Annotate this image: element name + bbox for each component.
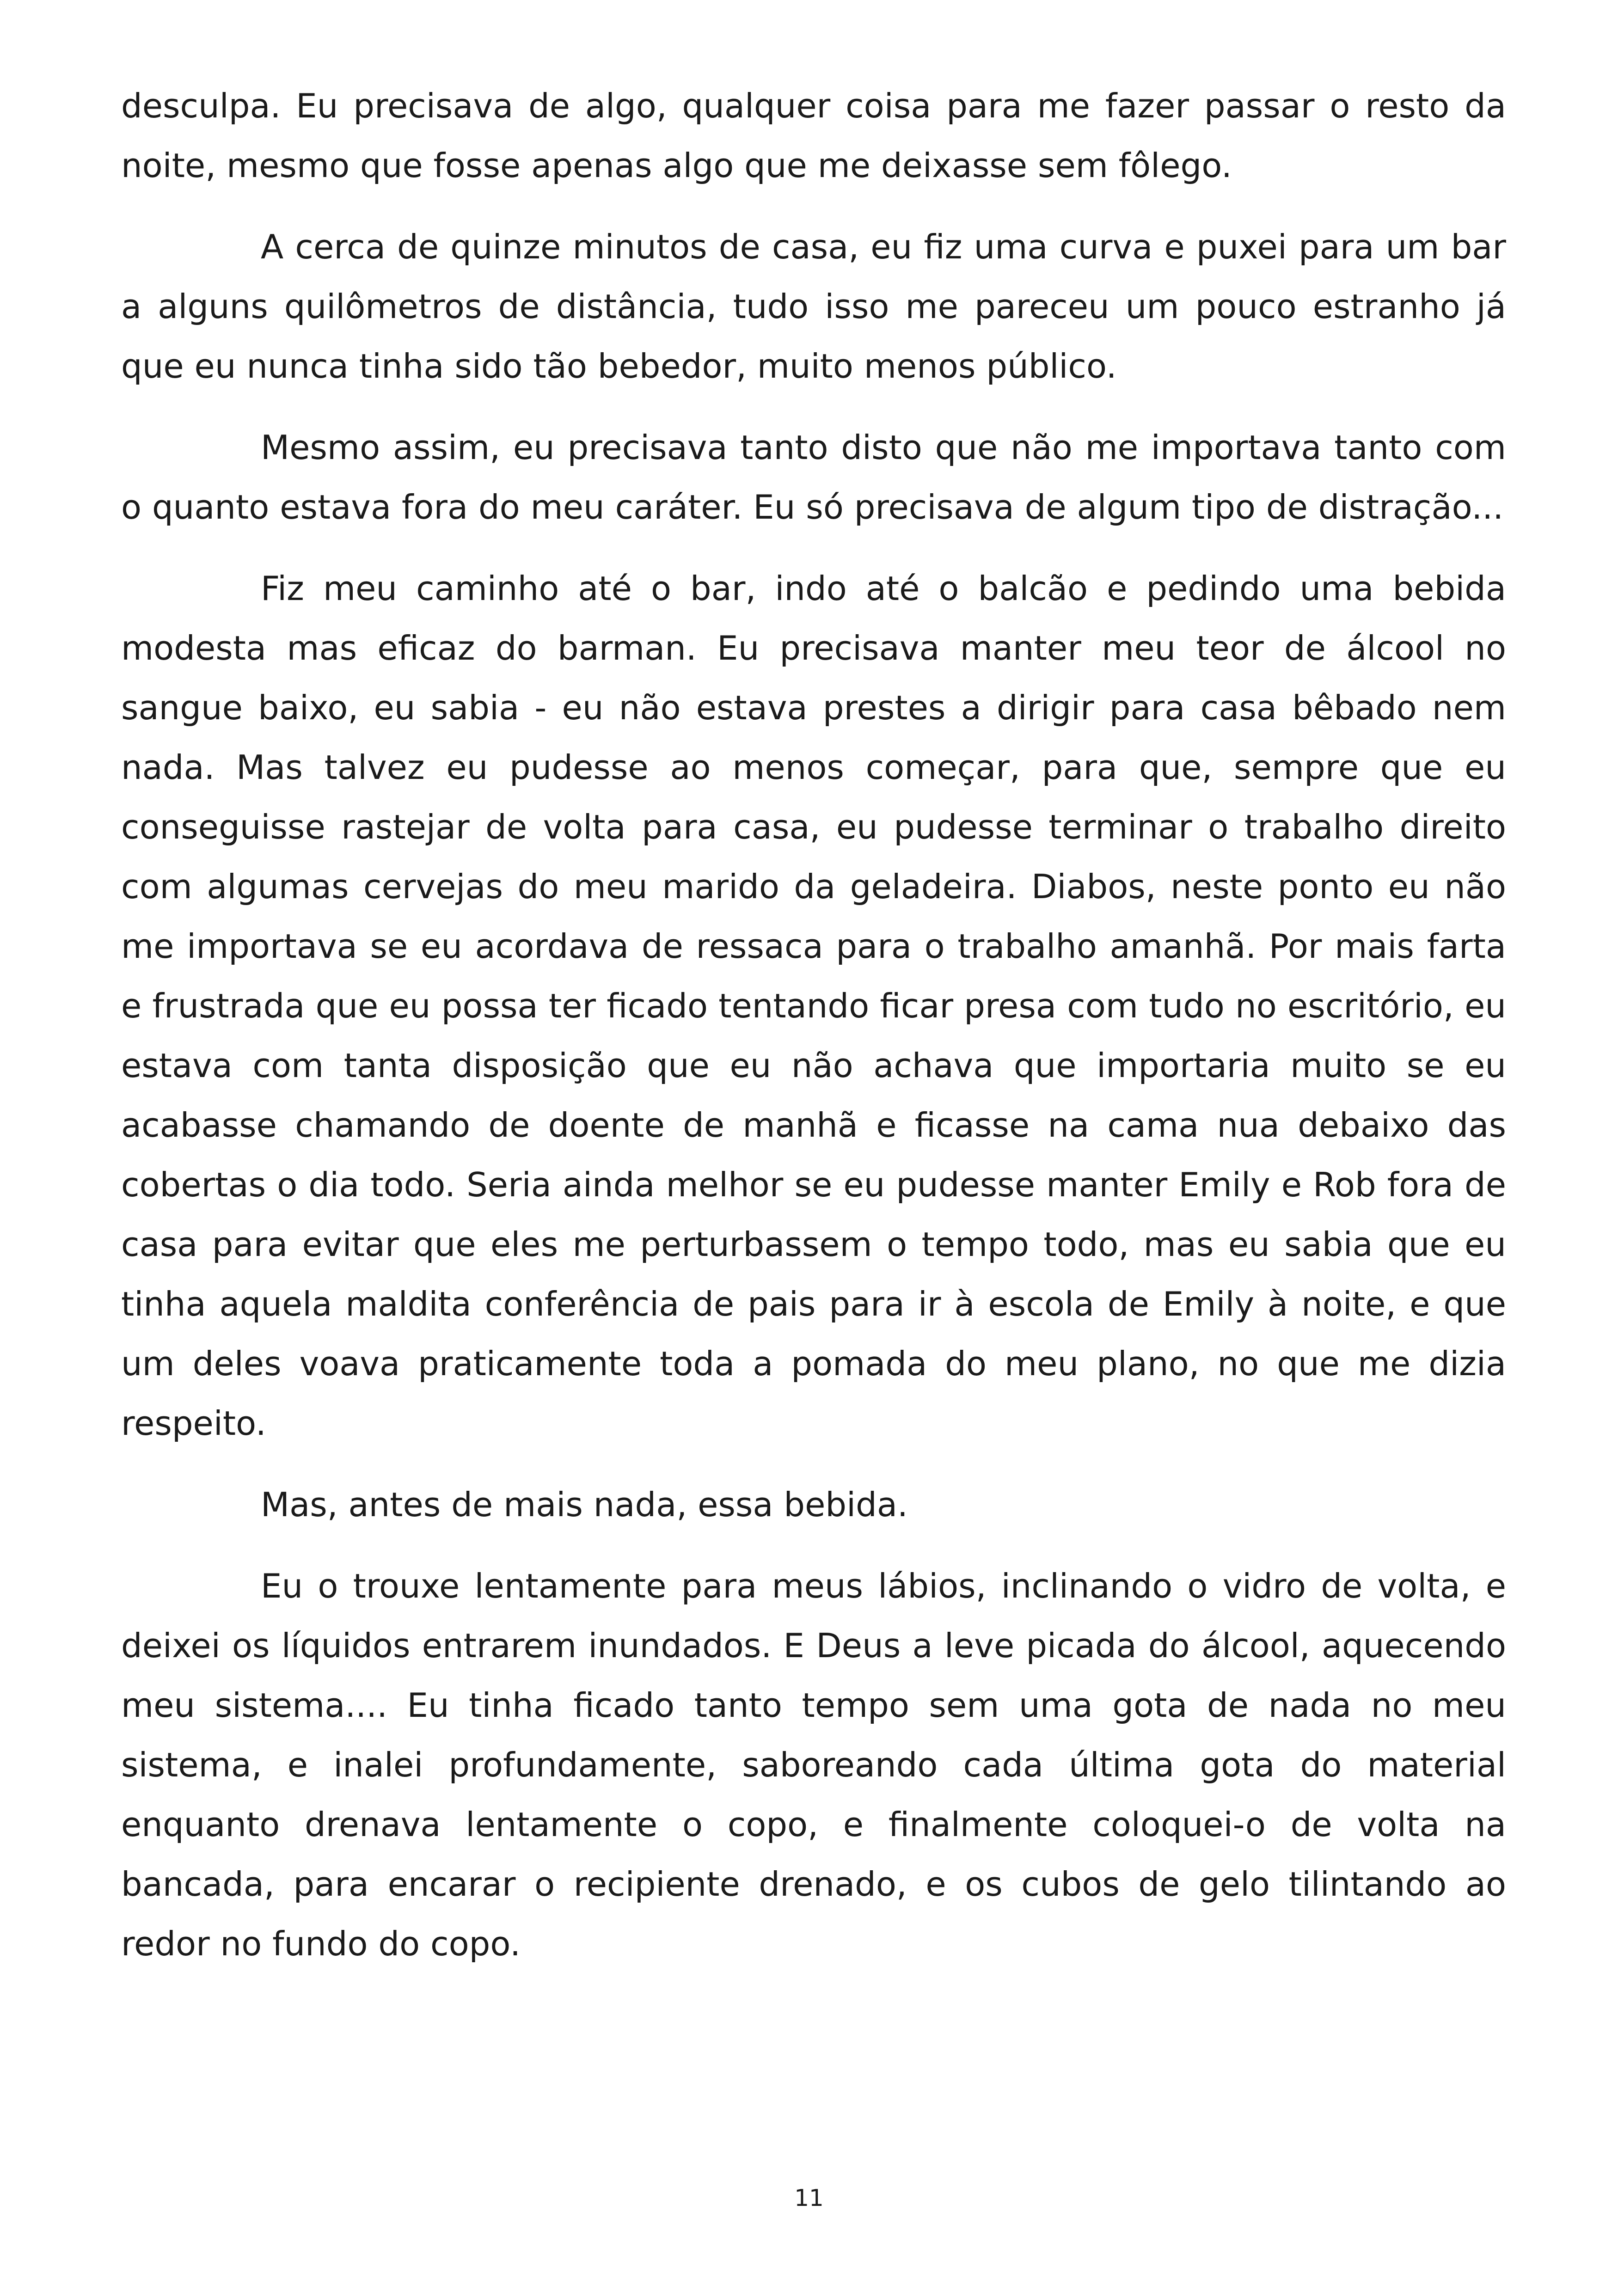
paragraph: Eu o trouxe lentamente para meus lábios, inclinando o vidro de volta, e deixei os líquidos entrarem inundados. E Deus a leve picada do álcool, aquecendo meu sistema.... Eu tinha ficado tanto tempo sem uma gota de nada no meu sistema, e inalei profundamente, saboreando cada última gota do material enquanto drenava lentamente o copo, e finalmente coloquei-o de volta na bancada, para encarar o recipiente drenado, e os cubos de gelo tilintando ao redor no fundo do copo. — [121, 1567, 1506, 1963]
body-text — [121, 76, 1506, 1996]
paragraph: Fiz meu caminho até o bar, indo até o balcão e pedindo uma bebida modesta mas eficaz do barman. Eu precisava manter meu teor de álcool no sangue baixo, eu sabia - eu não estava prestes a dirigir para casa bêbado nem nada. Mas talvez eu pudesse ao menos começar, para que, sempre que eu conseguisse rastejar de volta para casa, eu pudesse terminar o trabalho direito com algumas cervejas do meu marido da geladeira. Diabos, neste ponto eu não me importava se eu acordava de ressaca para o trabalho amanhã. Por mais farta e frustrada que eu possa ter ficado tentando ficar presa com tudo no escritório, eu estava com tanta disposição que eu não achava que importaria muito se eu acabasse chamando de doente de manhã e ficasse na cama nua debaixo das cobertas o dia todo. Seria ainda melhor se eu pudesse manter Emily e Rob fora de casa para evitar que eles me perturbassem o tempo todo, mas eu sabia que eu tinha aquela maldita conferência de pais para ir à escola de Emily à noite, e que um deles voava praticamente toda a pomada do meu plano, no que me dizia respeito. — [121, 569, 1506, 1443]
paragraph: A cerca de quinze minutos de casa, eu fiz uma curva e puxei para um bar a alguns quilômetros de distância, tudo isso me pareceu um pouco estranho já que eu nunca tinha sido tão bebedor, muito menos público. — [121, 227, 1506, 386]
page-number: 11 — [794, 2185, 824, 2211]
paragraph-continuation: desculpa. Eu precisava de algo, qualquer coisa para me fazer passar o resto da noite, mesmo que fosse apenas algo que me deixasse sem fôlego. — [121, 86, 1506, 185]
paragraph: Mas, antes de mais nada, essa bebida. — [261, 1485, 908, 1524]
paragraph: Mesmo assim, eu precisava tanto disto que não me importava tanto com o quanto estava fora do meu caráter. Eu só precisava de algum tipo de distração... — [121, 428, 1506, 527]
